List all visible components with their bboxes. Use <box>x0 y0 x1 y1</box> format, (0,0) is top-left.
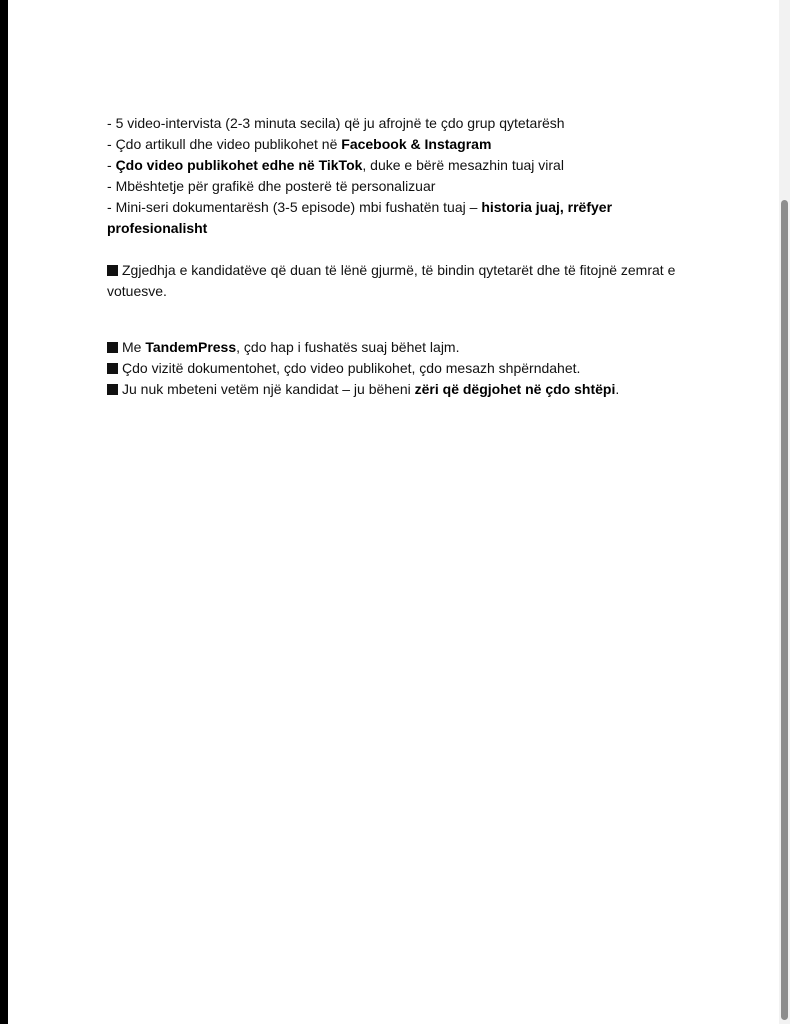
list-item-bold: Facebook & Instagram <box>341 136 492 152</box>
bullet-text-end: , çdo hap i fushatës suaj bëhet lajm. <box>236 339 460 355</box>
bullet-item <box>107 337 697 358</box>
list-dash: - <box>107 199 116 215</box>
list-item-bold: Çdo video publikohet edhe në TikTok <box>115 157 363 173</box>
list-item <box>107 176 697 197</box>
bullet-item <box>107 358 697 379</box>
bullet-item <box>107 379 697 400</box>
square-bullet-icon <box>107 265 118 276</box>
selection-text: Zgjedhja e kandidatëve që duan të lënë gjurmë, të bindin qytetarët dhe të fitojnë zemrat e votuesve. <box>107 262 676 299</box>
scrollbar-thumb[interactable] <box>781 200 788 1020</box>
selection-paragraph <box>107 260 697 302</box>
bullet-text: Ju nuk mbeteni vetëm një kandidat – ju bëheni <box>122 381 415 397</box>
bullet-bold: zëri që dëgjohet në çdo shtëpi <box>414 381 616 397</box>
list-item-text: 5 video-intervista (2-3 minuta secila) që ju afrojnë te çdo grup qytetarësh <box>115 115 565 131</box>
list-item <box>107 113 697 134</box>
list-item-text: Çdo artikull dhe video publikohet në <box>115 136 342 152</box>
list-dash: - <box>107 115 116 131</box>
list-dash: - <box>107 157 116 173</box>
list-item <box>107 134 697 155</box>
square-bullet-icon <box>107 363 118 374</box>
square-bullet-icon <box>107 384 118 395</box>
document-page <box>8 0 779 1024</box>
list-item-text: , duke e bërë mesazhin tuaj viral <box>362 157 564 173</box>
list-item <box>107 155 697 176</box>
bullet-text: Çdo vizitë dokumentohet, çdo video publikohet, çdo mesazh shpërndahet. <box>122 360 581 376</box>
list-item-text: Mini-seri dokumentarësh (3-5 episode) mbi fushatën tuaj – <box>115 199 482 215</box>
bullet-text: Me <box>122 339 146 355</box>
vertical-scrollbar[interactable] <box>779 0 790 1024</box>
bullet-text-end: . <box>615 381 620 397</box>
square-bullet-icon <box>107 342 118 353</box>
list-dash: - <box>107 136 116 152</box>
list-item-bold: historia juaj, rrëfyer profesionalisht <box>107 199 613 236</box>
list-item <box>107 197 697 239</box>
list-dash: - <box>107 178 116 194</box>
page-content <box>107 113 697 400</box>
list-item-text: Mbështetje për grafikë dhe posterë të personalizuar <box>115 178 436 194</box>
bullet-bold: TandemPress <box>145 339 237 355</box>
